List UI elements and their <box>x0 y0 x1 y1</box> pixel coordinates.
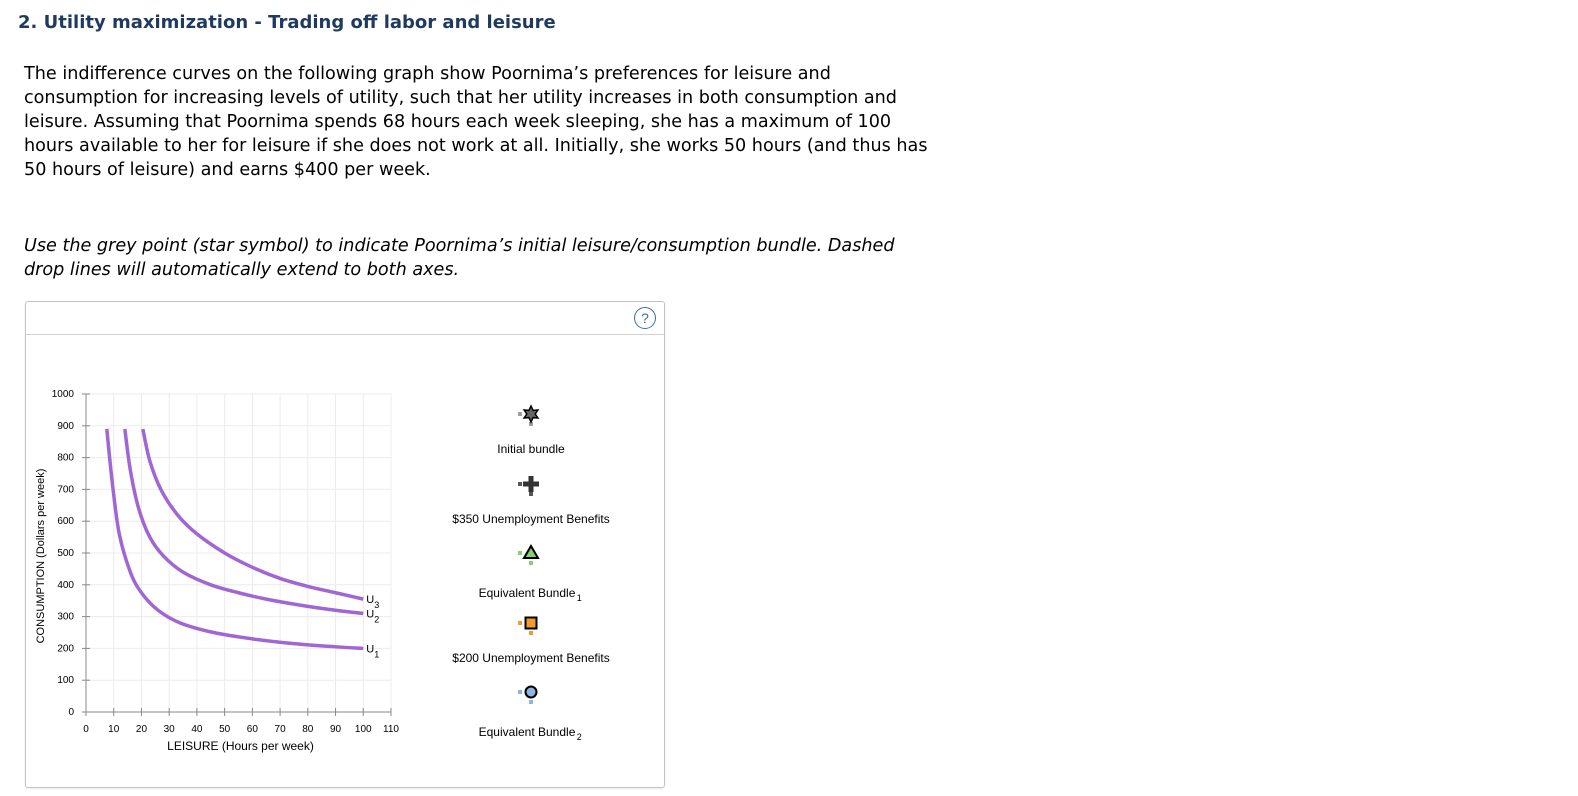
square-icon <box>526 618 537 629</box>
x-tick-label: 110 <box>383 724 399 735</box>
y-tick-label: 700 <box>57 484 74 496</box>
legend-handle <box>518 551 522 555</box>
y-tick-label: 500 <box>57 548 74 559</box>
graph-panel <box>25 301 665 788</box>
y-tick-label: 900 <box>57 420 74 432</box>
y-tick-label: 600 <box>57 516 74 528</box>
x-tick-label: 10 <box>108 724 120 735</box>
x-tick-label: 20 <box>135 724 148 735</box>
legend-item-4[interactable] <box>452 618 609 666</box>
x-tick-label: 80 <box>302 724 314 735</box>
legend-item-2[interactable] <box>452 476 609 526</box>
curve-label-subscript-u1: 1 <box>374 649 380 660</box>
legend-item-1[interactable] <box>497 406 565 456</box>
legend-item-5[interactable] <box>479 687 582 743</box>
legend-label-subscript: 1 <box>576 593 582 603</box>
legend-item-3[interactable] <box>479 546 582 603</box>
y-tick-label: 300 <box>57 611 74 623</box>
y-tick-label: 800 <box>57 452 74 464</box>
curve-label-u3: U <box>366 594 375 607</box>
y-tick-label: 400 <box>57 579 74 591</box>
y-tick-label: 100 <box>57 675 74 687</box>
legend-label: $350 Unemployment Benefits <box>452 512 610 526</box>
y-tick-label: 1000 <box>51 389 74 400</box>
legend-handle <box>529 492 533 496</box>
indifference-curve-u3 <box>143 429 363 599</box>
legend-handle <box>518 482 522 486</box>
star-icon <box>524 406 538 422</box>
legend-label: Initial bundle <box>497 442 565 456</box>
legend-label: Equivalent Bundle <box>478 725 576 739</box>
indifference-curve-chart[interactable] <box>26 302 666 789</box>
x-tick-label: 90 <box>329 724 342 735</box>
curve-label-u1: U <box>366 643 375 656</box>
problem-description: The indifference curves on the following graph show Poornima’s preferences for leisure and consumption for increasing levels of utility, such that her utility increases in both consumption and leisure. Assuming that Poornima spends 68 hours each week sleeping, she has a maximum of 100 hours available to her for leisure if she does not work at all. Initially, she works 50 hours (and thus has 50 hours of leisure) and earns $400 per week. <box>24 64 928 180</box>
legend-handle <box>518 690 522 694</box>
legend-label-subscript: 2 <box>576 732 582 742</box>
x-tick-label: 30 <box>163 724 175 735</box>
legend-handle <box>518 621 522 625</box>
curve-label-u2: U <box>366 608 375 621</box>
help-icon[interactable]: ? <box>634 307 656 329</box>
legend-label: Equivalent Bundle <box>478 586 576 600</box>
x-tick-label: 70 <box>274 724 286 735</box>
x-tick-label: 100 <box>354 724 372 735</box>
legend-handle <box>529 561 533 565</box>
y-tick-label: 200 <box>57 643 74 655</box>
x-axis-title: LEISURE (Hours per week) <box>167 739 314 753</box>
circle-icon <box>526 687 537 698</box>
x-tick-label: 40 <box>191 724 203 735</box>
x-tick-label: 60 <box>246 724 258 735</box>
legend-handle <box>518 412 522 416</box>
y-tick-label: 0 <box>68 707 74 718</box>
indifference-curve-u1 <box>107 429 363 648</box>
x-tick-label: 50 <box>219 724 231 735</box>
curve-label-subscript-u3: 3 <box>374 600 380 611</box>
instruction-text: Use the grey point (star symbol) to indicate Poornima’s initial leisure/consumption bundle. Dashed drop lines will automatically extend to both axes. <box>24 236 895 280</box>
legend-label: $200 Unemployment Benefits <box>452 651 610 665</box>
curve-label-subscript-u2: 2 <box>374 614 380 625</box>
legend-handle <box>529 700 533 704</box>
legend-handle <box>529 631 533 635</box>
page-title: 2. Utility maximization - Trading off labor and leisure <box>18 12 556 33</box>
x-tick-label: 0 <box>83 724 89 735</box>
y-axis-title: CONSUMPTION (Dollars per week) <box>35 468 47 644</box>
plus-icon <box>523 476 539 492</box>
triangle-icon <box>524 546 538 558</box>
